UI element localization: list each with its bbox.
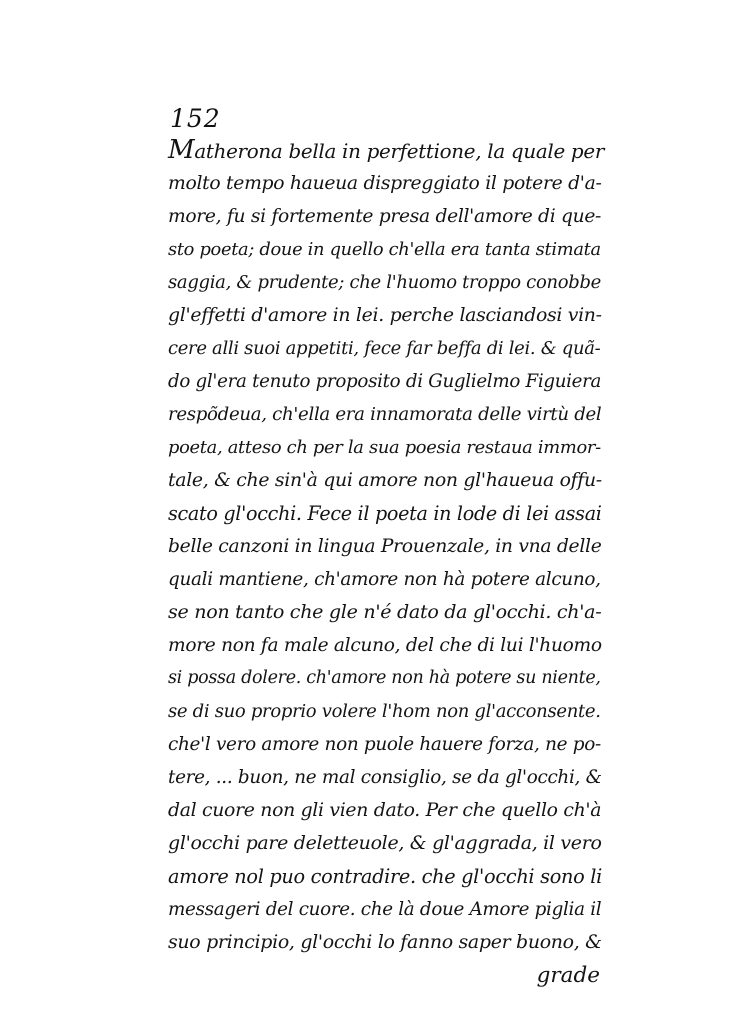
text-line: quali mantiene, ch'amore non hà potere alcuno,	[168, 569, 601, 590]
text-line: messageri del cuore. che là doue Amore piglia il	[168, 899, 602, 920]
catchword: grade	[536, 963, 600, 988]
text-line: more non fa male alcuno, del che di lui l'huomo	[168, 635, 602, 656]
text-line: tale, & che sin'à qui amore non gl'haueua offu-	[168, 470, 602, 491]
text-line: dal cuore non gli vien dato. Per che quello ch'à	[168, 800, 602, 821]
body-text	[168, 134, 608, 992]
text-line: poeta, atteso ch per la sua poesia restaua immor-	[168, 437, 601, 458]
text-line: scato gl'occhi. Fece il poeta in lode di lei assai	[168, 502, 602, 525]
text-line: se di suo proprio volere l'hom non gl'acconsente.	[168, 701, 601, 722]
text-line: respõdeua, ch'ella era innamorata delle virtù del	[168, 404, 602, 425]
text-line: se non tanto che gle n'é dato da gl'occhi. ch'a-	[168, 601, 602, 623]
text-line: gl'effetti d'amore in lei. perche lasciandosi vin-	[168, 305, 602, 326]
text-line: belle canzoni in lingua Prouenzale, in vna delle	[168, 536, 602, 557]
page-number: 152	[170, 104, 221, 133]
text-line: amore nol puo contradire. che gl'occhi sono li	[168, 865, 602, 888]
text-line: do gl'era tenuto proposito di Guglielmo Figuiera	[168, 371, 602, 392]
text-line: Matherona bella in perfettione, la quale per	[168, 135, 605, 165]
text-line: gl'occhi pare deletteuole, & gl'aggrada, il vero	[168, 832, 602, 854]
text-line: tere, ... buon, ne mal consiglio, se da gl'occhi, &	[168, 767, 602, 788]
text-line: molto tempo haueua dispreggiato il potere d'a-	[168, 173, 602, 194]
text-line: suo principio, gl'occhi lo fanno saper buono, &	[168, 931, 602, 953]
text-line: more, fu si fortemente presa dell'amore di que-	[168, 206, 602, 227]
text-line: si possa dolere. ch'amore non hà potere su niente,	[168, 668, 601, 688]
text-line: cere alli suoi appetiti, fece far beffa di lei. & quã-	[168, 338, 601, 359]
text-line: sto poeta; doue in quello ch'ella era tanta stimata	[168, 239, 601, 260]
text-line: che'l vero amore non puole hauere forza, ne po-	[168, 734, 601, 755]
text-line: saggia, & prudente; che l'huomo troppo conobbe	[168, 272, 601, 293]
